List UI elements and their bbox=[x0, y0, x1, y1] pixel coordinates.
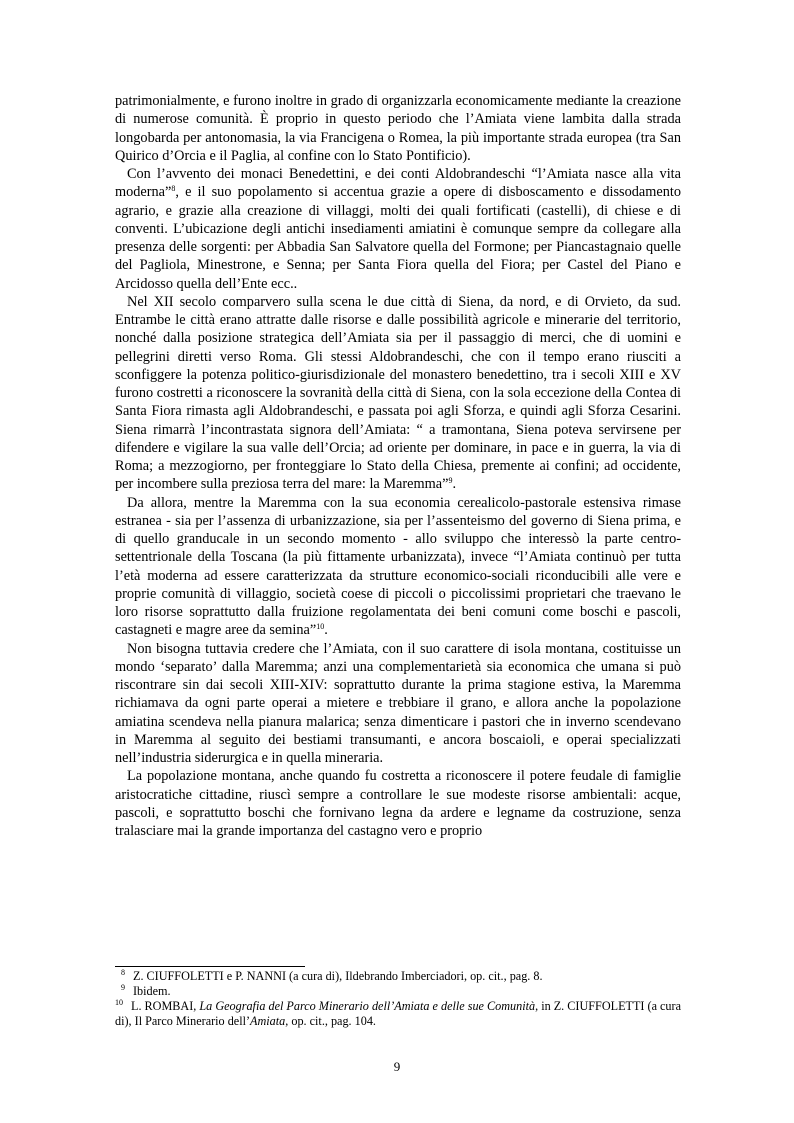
footnote-ref-9[interactable]: 9 bbox=[448, 476, 453, 486]
paragraph-text: Da allora, mentre la Maremma con la sua economia cerealicolo-pastorale estensiva rimase estranea - sia per l’assenza di urbanizzazione, sia per l’assenteismo del governo di Siena prima, e di quello granducale in un secondo momento - allo sviluppo che interessò la parte centro-settentrionale della Toscana (la più fittamente urbanizzata), invece “l’Amiata continuò per tutta l’età moderna ad essere caratterizzata da strutture economico-sociali riconducibili alle vere e proprie comunità di villaggio, società coese di piccoli o piccolissimi proprietari che traevano le loro risorse soprattutto dalla fruizione regolamentata dei beni comuni come boschi e pascoli, castagneti e magre aree da semina” bbox=[115, 494, 681, 639]
paragraph-6 bbox=[115, 767, 681, 840]
footnote-9 bbox=[115, 984, 681, 999]
paragraph-text: Nel XII secolo comparvero sulla scena le due città di Siena, da nord, e di Orvieto, da sud. Entrambe le città erano attratte dalle risorse e dalle possibilità agricole e minerarie del territorio, nonché dalla posizione strategica dell’Amiata sia per il passaggio di merci, che di uomini e pellegrini diretti verso Roma. Gli stessi Aldobrandeschi, che con il tempo erano riusciti a sconfiggere la potenza politico-giurisdizionale del monastero benedettino, tra i secoli XIII e XV furono costretti a riconoscere la sovranità della città di Siena, con la sola eccezione della Contea di Santa Fiora rimasta agli Aldobrandeschi, e passata poi agli Sforza, e quindi agli Sforza Cesarini. Siena rimarrà l’incontrastata signora dell’Amiata: “ a tramontana, Siena poteva servirsene per difendere e vigilare la sua valle dell’Orcia; ad oriente per dominare, in pace e in guerra, la via di Roma; a mezzogiorno, per fronteggiare lo Stato della Chiesa, premente ai confini; ad occidente, per incombere sulla preziosa terra del mare: la Maremma” bbox=[115, 293, 681, 493]
footnote-number: 10 bbox=[115, 998, 123, 1007]
paragraph-text: , e il suo popolamento si accentua grazie a opere di disboscamento e dissodamento agrario, e grazie alla creazione di villaggi, molti dei quali fortificati (castelli), di chiese e di conventi. L’ubicazione degli antichi insediamenti amiatini è comunque sempre da collegare alla presenza delle sorgenti: per Abbadia San Salvatore quella del Formone; per Piancastagnaio quelle del Pagliola, Minestrone, e Senna; per Santa Fiora quella del Fiora; per Castel del Piano e Arcidosso quella dell’Ente ecc.. bbox=[115, 184, 681, 292]
footnote-separator bbox=[115, 966, 305, 967]
body-text bbox=[115, 92, 681, 840]
paragraph-text: Non bisogna tuttavia credere che l’Amiata, con il suo carattere di isola montana, costituisse un mondo ‘separato’ dalla Maremma; anzi una complementarietà sia economica che umana si può riscontrare sin dai secoli XIII-XIV: soprattutto durante la prima stagione estiva, la Maremma richiamava da ogni parte operai a mietere e trebbiare il grano, e allora anche la popolazione amiatina scendeva nella pianura malarica; senza dimenticare i pastori che in inverno scendevano in Maremma al seguito dei bestiami transumanti, e ancora boscaioli, e operai specializzati nell’industria siderurgica e in quella mineraria. bbox=[115, 640, 681, 766]
footnotes bbox=[115, 969, 681, 1029]
footnote-number: 8 bbox=[121, 968, 125, 977]
paragraph-text: Con l’avvento dei monaci Benedettini, e dei conti Aldobrandeschi “l’Amiata nasce alla vita moderna” bbox=[115, 166, 681, 201]
footnote-8 bbox=[115, 969, 681, 984]
paragraph-text: . bbox=[324, 622, 328, 639]
paragraph-3 bbox=[115, 293, 681, 494]
footnote-title: Amiata bbox=[250, 1014, 286, 1028]
page-number: 9 bbox=[393, 1059, 401, 1074]
paragraph-5 bbox=[115, 640, 681, 768]
footnote-text: Ibidem. bbox=[133, 984, 171, 998]
footnote-text: , in Z. CIUFFOLETTI (a cura di), Il Parco Minerario dell’ bbox=[115, 999, 681, 1028]
footnote-ref-10[interactable]: 10 bbox=[316, 622, 325, 632]
footnote-text: Z. CIUFFOLETTI e P. NANNI (a cura di), Ildebrando Imberciadori, op. cit., pag. 8. bbox=[133, 969, 543, 983]
paragraph-text: patrimonialmente, e furono inoltre in grado di organizzarla economicamente mediante la creazione di numerose comunità. È proprio in questo periodo che l’Amiata viene lambita dalla strada longobarda per antonomasia, la via Francigena o Romea, la più importante strada europea (tra San Quirico d’Orcia e il Paglia, al confine con lo Stato Pontificio). bbox=[115, 93, 681, 164]
footnote-ref-8[interactable]: 8 bbox=[171, 184, 176, 194]
paragraph-1 bbox=[115, 92, 681, 165]
paragraph-4 bbox=[115, 494, 681, 640]
footnote-10 bbox=[115, 999, 681, 1029]
paragraph-2 bbox=[115, 165, 681, 293]
footnote-author: L. ROMBAI, bbox=[131, 999, 200, 1013]
footnote-number: 9 bbox=[121, 983, 125, 992]
footnote-text: , op. cit., pag. 104. bbox=[285, 1014, 376, 1028]
paragraph-text: La popolazione montana, anche quando fu costretta a riconoscere il potere feudale di famiglie aristocratiche cittadine, riuscì sempre a controllare le sue modeste risorse ambientali: acque, pascoli, e soprattutto boschi che fornivano legna da ardere e legname da costruzione, senza tralasciare mai la grande importanza del castagno vero e proprio bbox=[115, 768, 681, 839]
paragraph-text: . bbox=[452, 476, 457, 493]
footnote-title: La Geografia del Parco Minerario dell’Amiata e delle sue Comunità bbox=[199, 999, 536, 1013]
